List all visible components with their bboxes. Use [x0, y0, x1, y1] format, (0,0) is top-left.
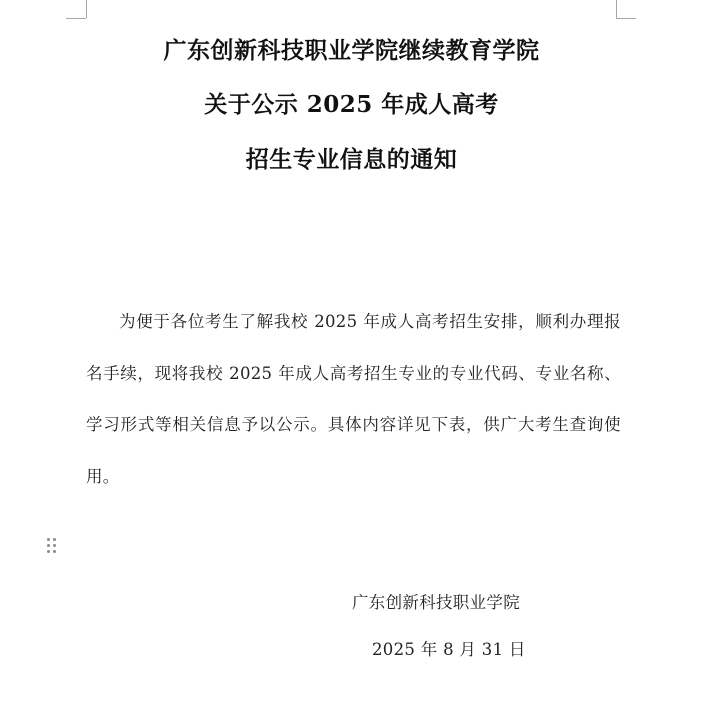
signature-date: 2025 年 8 月 31 日: [372, 640, 526, 659]
crop-mark-top-left-horizontal: [66, 18, 86, 19]
document-title-line-3: 招生专业信息的通知: [245, 146, 458, 173]
signature-organization: 广东创新科技职业学院: [352, 593, 520, 612]
body-paragraph[interactable]: 为便于各位考生了解我校 2025 年成人高考招生安排，顺利办理报名手续，现将我校 2025 年成人高考招生专业的专业代码、专业名称、学习形式等相关信息予以公示。具体内容详见下表，供广大考生查询使用。: [86, 312, 621, 486]
crop-mark-top-left: [86, 0, 87, 18]
document-title-line-2: 关于公示 2025 年成人高考: [204, 91, 499, 118]
crop-mark-top-right: [616, 0, 617, 18]
drag-handle-icon[interactable]: [47, 538, 57, 554]
crop-mark-top-right-horizontal: [616, 18, 636, 19]
document-title-line-1: 广东创新科技职业学院继续教育学院: [163, 37, 540, 64]
